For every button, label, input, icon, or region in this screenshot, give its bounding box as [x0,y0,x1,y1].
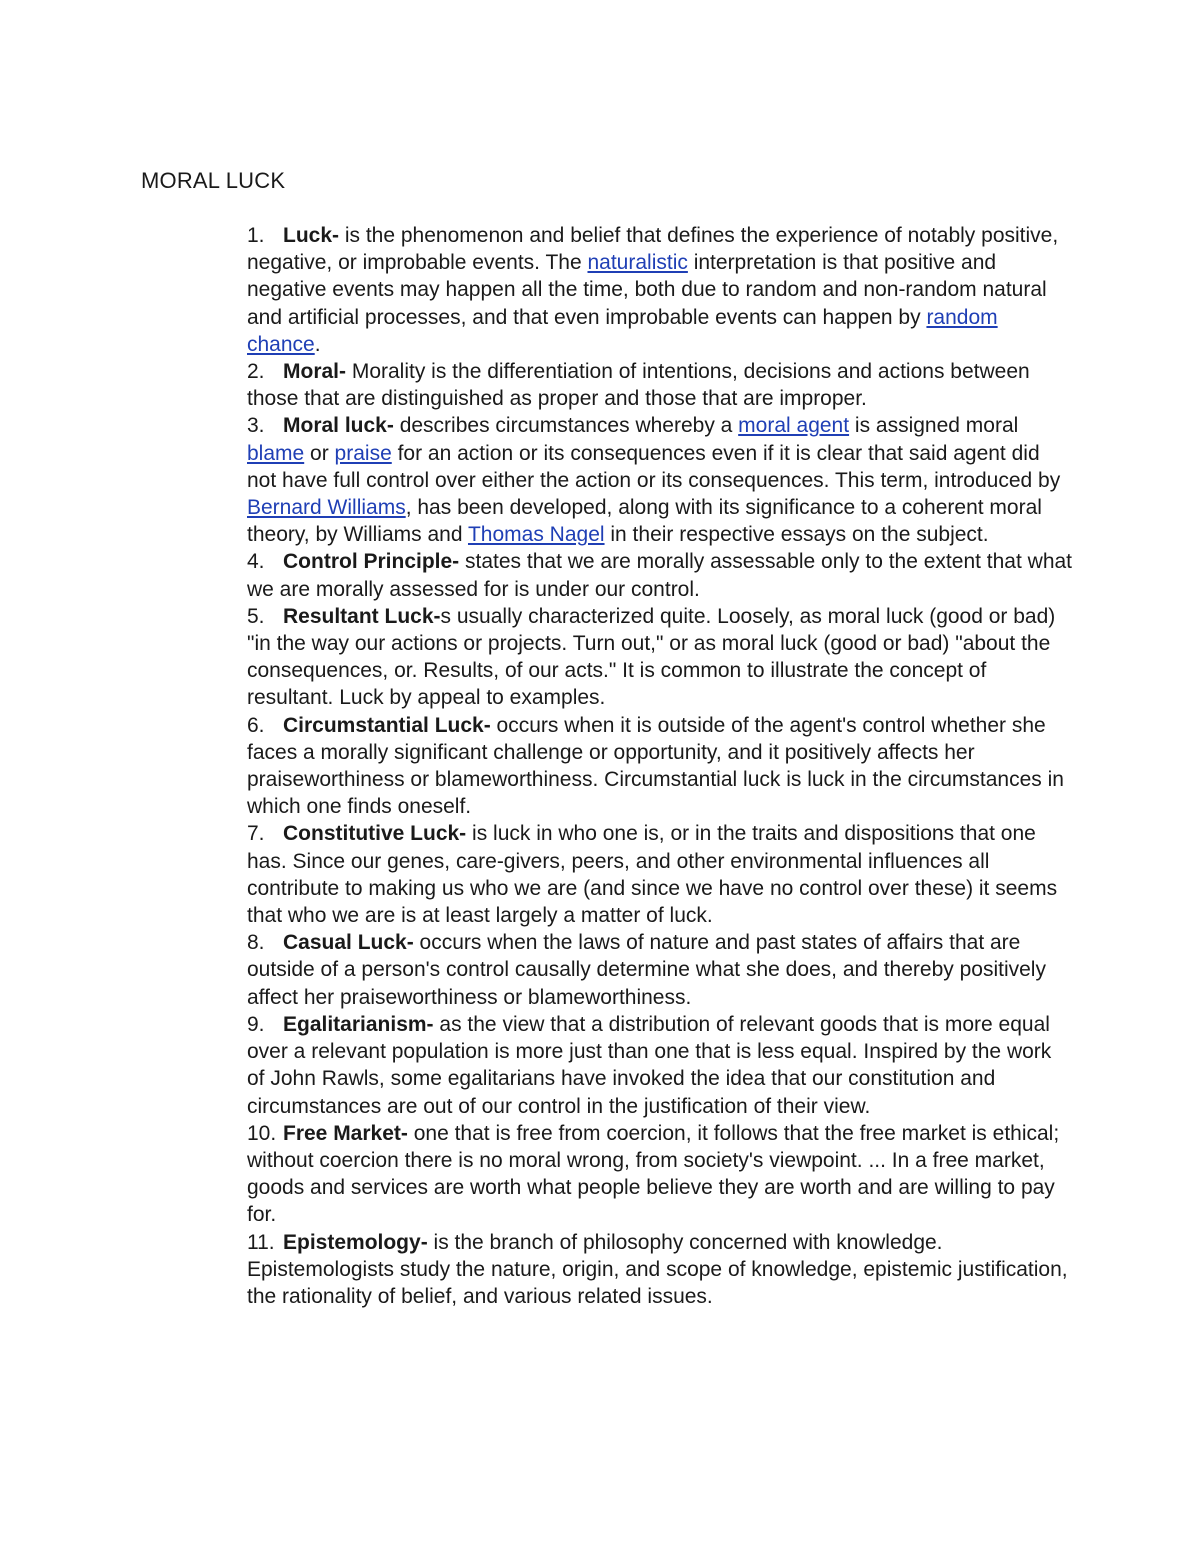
definition-term: Moral- [283,360,346,384]
definition-term: Egalitarianism- [283,1012,434,1036]
definition-item [247,222,1072,358]
definition-text: occurs when it is outside of the agent's control whether she faces a morally significant challenge or opportunity, and it positively affects her praiseworthiness or blameworthiness. Circumstantial luck is luck in the circumstances in which one finds oneself. [247,713,1064,819]
definition-text: , has been developed, along with its significance to a coherent moral theory, by Williams and [247,496,1042,547]
definition-term: Moral luck- [283,414,394,438]
item-number: 5. [247,604,265,628]
definition-item [247,929,1072,1011]
definition-link[interactable]: blame [247,441,305,465]
definition-item [247,820,1072,929]
definition-text: is assigned moral [849,414,1019,438]
definition-link[interactable]: naturalistic [587,251,688,275]
definition-text: . [314,332,321,356]
definition-item [247,548,1072,602]
definition-text: as the view that a distribution of relevant goods that is more equal over a relevant population is more just than one that is less equal. Inspired by the work of John Rawls, some egalitarians have invoked the idea that our constitution and circumstances are out of our control in the justification of their view. [247,1012,1052,1118]
definition-term: Epistemology- [283,1230,428,1254]
definition-item [247,1229,1072,1311]
item-number: 3. [247,414,265,438]
definition-text: describes circumstances whereby a [393,414,739,438]
definition-text: or [304,441,335,465]
item-number: 2. [247,360,265,384]
definition-text: is luck in who one is, or in the traits and dispositions that one has. Since our genes, care-givers, peers, and other environmental influences all contribute to making us who we are (and since we have no control over these) it seems that who we are is at least largely a matter of luck. [247,822,1058,928]
definition-list [247,222,1072,1310]
definition-text: s usually characterized quite. Loosely, as moral luck (good or bad) "in the way our actions or projects. Turn out," or as moral luck (good or bad) "about the consequences, or. Results, of our acts." It is common to illustrate the concept of resultant. Luck by appeal to examples. [247,604,1056,710]
definition-term: Control Principle- [283,550,460,574]
definition-link[interactable]: praise [334,441,392,465]
definition-text: in their respective essays on the subject. [604,523,989,547]
definition-term: Circumstantial Luck- [283,713,491,737]
definition-text: interpretation is that positive and negative events may happen all the time, both due to random and non-random natural and artificial processes, and that even improbable events can happen by [247,251,1047,329]
definition-term: Free Market- [283,1121,408,1145]
definition-term: Luck- [283,224,340,247]
definition-link[interactable]: Bernard Williams [247,496,406,520]
definition-link[interactable]: random chance [247,305,998,356]
definition-item [247,412,1072,548]
item-number: 11. [247,1230,275,1254]
definition-link[interactable]: moral agent [738,414,850,438]
definition-text: for an action or its consequences even if it is clear that said agent did not have full control over either the action or its consequences. This term, introduced by [247,441,1061,492]
definition-text: occurs when the laws of nature and past states of affairs that are outside of a person's control causally determine what she does, and thereby positively affect her praiseworthiness or blameworthiness. [247,931,1046,1009]
definition-item [247,712,1072,821]
document-title: MORAL LUCK [141,168,286,193]
item-number: 6. [247,713,265,737]
definition-term: Casual Luck- [283,931,414,955]
definition-item [247,358,1072,412]
definition-item [247,603,1072,712]
definition-text: Morality is the differentiation of intentions, decisions and actions between those that are distinguished as proper and those that are improper. [247,360,1030,411]
item-number: 4. [247,550,265,574]
definition-term: Resultant Luck- [283,604,441,628]
definition-item [247,1120,1072,1229]
definition-link[interactable]: Thomas Nagel [467,523,605,547]
item-number: 9. [247,1012,265,1036]
definition-text: states that we are morally assessable only to the extent that what we are morally assessed for is under our control. [247,550,1073,601]
definition-item [247,1011,1072,1120]
definition-text: is the phenomenon and belief that defines the experience of notably positive, negative, or improbable events. The [247,224,1059,275]
item-number: 10. [247,1121,277,1145]
item-number: 1. [247,224,265,247]
item-number: 7. [247,822,265,846]
definition-term: Constitutive Luck- [283,822,467,846]
definition-text: one that is free from coercion, it follows that the free market is ethical; without coercion there is no moral wrong, from society's viewpoint. ... In a free market, goods and services are worth what people believe they are worth and are willing to pay for. [247,1121,1060,1227]
item-number: 8. [247,931,265,955]
definition-text: is the branch of philosophy concerned with knowledge. Epistemologists study the nature, origin, and scope of knowledge, epistemic justification, the rationality of belief, and various related issues. [247,1230,1068,1308]
